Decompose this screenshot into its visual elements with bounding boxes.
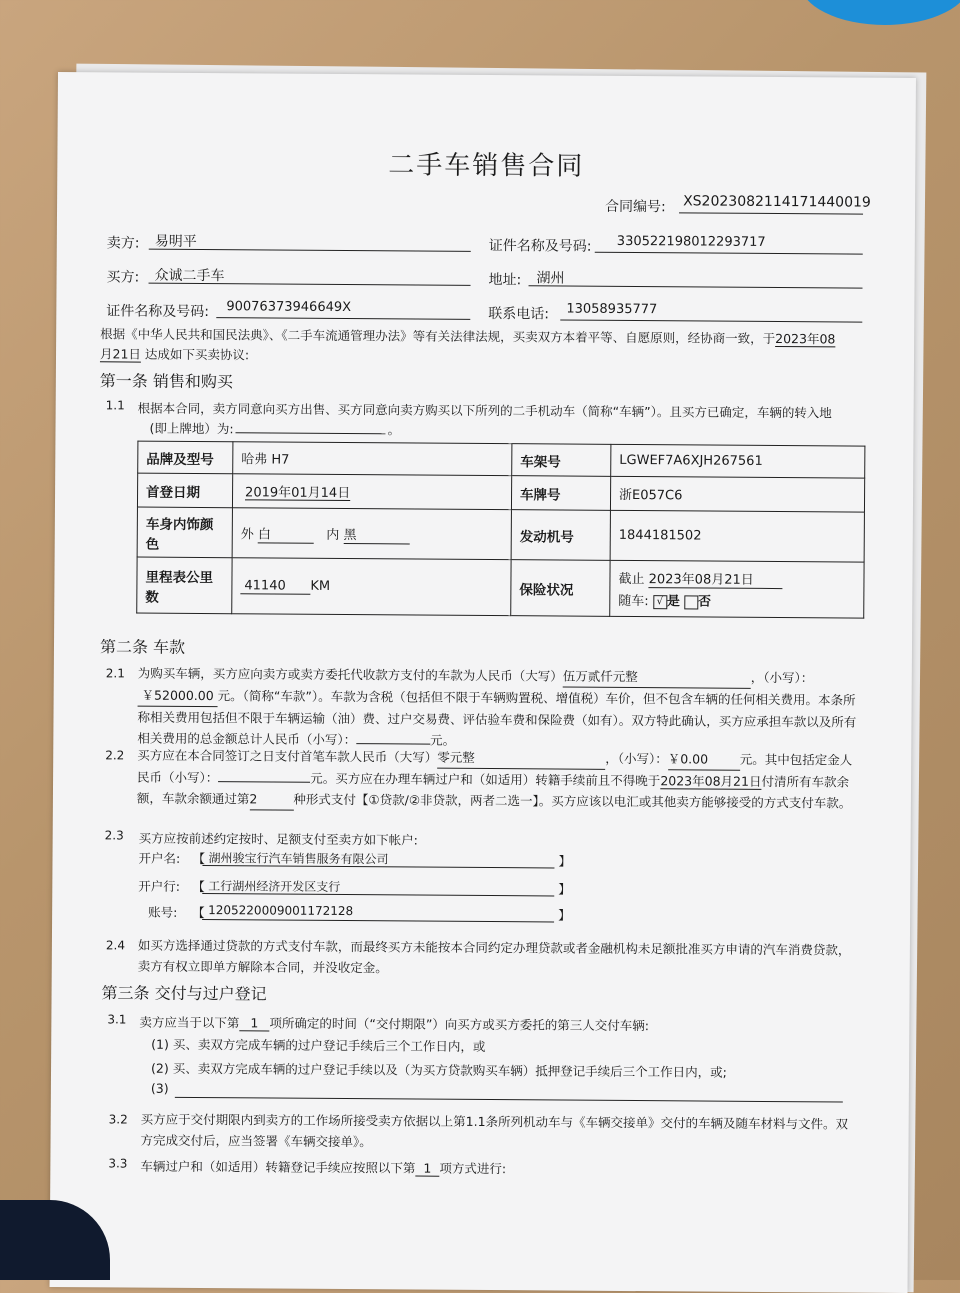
bank-label: 开户行: xyxy=(138,878,181,894)
clause-3-2-num: 3.2 xyxy=(108,1112,128,1127)
buyer-id-label: 证件名称及号码: xyxy=(106,303,210,321)
reg-date-label: 首登日期 xyxy=(137,473,232,508)
buyer-label: 买方: xyxy=(106,269,140,286)
vin-label: 车架号 xyxy=(512,444,611,477)
bracket-right: 】 xyxy=(558,881,571,897)
contract-page xyxy=(50,72,916,1293)
plate-label: 车牌号 xyxy=(511,476,610,511)
down-payment-upper: 零元整 xyxy=(437,747,605,770)
seller-id-line xyxy=(595,252,863,255)
bracket-left: 【 xyxy=(192,850,206,867)
brand-label: 品牌及型号 xyxy=(138,441,233,474)
article-1-title: 第一条 销售和购买 xyxy=(99,371,234,392)
clause-2-4-num: 2.4 xyxy=(105,938,126,953)
contract-no-value: XS2023082114171440019 xyxy=(683,193,871,211)
vin-value: LGWEF7A6XJH267561 xyxy=(611,444,865,478)
insurance-no-checkbox xyxy=(684,595,698,609)
int-color: 黑 xyxy=(343,524,409,544)
insurance-deadline: 2023年08月21日 xyxy=(649,568,783,589)
background-object xyxy=(800,0,960,25)
clause-3-1-item1: (1) 买、卖双方完成车辆的过户登记手续后三个工作日内，或 xyxy=(151,1036,486,1055)
clause-3-1-text: 卖方应当于以下第 1 项所确定的时间（“交付期限”）向买方或买方委托的第三人交付车辆: xyxy=(139,1014,650,1034)
intro-text: 根据《中华人民共和国民法典》、《二手车流通管理办法》等有关法律法规，买卖双方本着平等、自愿原则，经协商一致，于2023年08 xyxy=(100,326,836,347)
vehicle-info-table xyxy=(136,441,865,619)
reg-date-cell xyxy=(232,474,511,510)
clause-3-1-item3-line xyxy=(175,1097,843,1103)
clause-3-1-item2: (2) 买、卖双方完成车辆的过户登记手续以及（为买方贷款购买车辆）抵押登记手续后三个工作日内，或; xyxy=(150,1060,727,1080)
buyer-addr-label: 地址: xyxy=(488,272,522,289)
clause-2-1-text: 为购买车辆，买方应向卖方或卖方委托代收款方支付的车款为人民币（大写）伍万贰仟元整 ，（小写）：￥52000.00 元。（简称“车款”）。车款为含税（包括但不限于车辆购置税、增值税）车价，但不包含车辆的任何相关费用。本条所称相关费用包括但不限于车辆运输（油）费、过户交易费、评估验车费和保险费（如有）。双方特此确认，买方应承担车款以及所有相关费用的总金额总计人民币（小写）： 元。 xyxy=(137,665,857,748)
insurance-cell: 截止 2023年08月21日 随车: √ 是 否 xyxy=(610,560,864,618)
insurance-label: 保险状况 xyxy=(511,560,610,617)
account-name-label: 开户名: xyxy=(138,850,181,866)
down-payment-lower: ￥0.00 xyxy=(668,748,740,771)
seller-id: 330522198012293717 xyxy=(616,233,766,250)
bracket-right: 】 xyxy=(558,853,572,869)
seller-id-label: 证件名称及号码: xyxy=(488,238,592,255)
price-lower: ￥52000.00 xyxy=(138,685,218,708)
clause-2-1-num: 2.1 xyxy=(105,666,125,681)
balance-date: 2023年08月21日 xyxy=(660,773,762,789)
account-no: 1205220009001172128 xyxy=(208,903,354,919)
article-3-title: 第三条 交付与过户登记 xyxy=(101,983,267,1004)
buyer-tel-label: 联系电话: xyxy=(488,306,550,323)
bracket-left: 【 xyxy=(192,878,205,895)
bracket-right: 】 xyxy=(558,907,571,923)
clause-3-3-text: 车辆过户和（如适用）转籍登记手续应按照以下第 1 项方式进行: xyxy=(140,1158,507,1177)
article-2-title: 第二条 车款 xyxy=(99,637,186,657)
clause-3-1-num: 3.1 xyxy=(107,1012,127,1027)
seller-label: 卖方: xyxy=(106,235,140,252)
account-name: 湖州骏宝行汽车销售服务有限公司 xyxy=(208,851,389,867)
clause-3-1-item3: (3) xyxy=(150,1080,169,1096)
transfer-option: 1 xyxy=(415,1161,439,1177)
plate-value: 浙E057C6 xyxy=(610,476,864,512)
buyer-id: 90076373946649X xyxy=(226,299,352,316)
color-label: 车身内饰颜色 xyxy=(137,507,232,558)
clause-3-3-num: 3.3 xyxy=(108,1156,128,1171)
odometer-value: 41140 xyxy=(240,578,310,594)
clause-3-2-text: 买方应于交付期限内到卖方的工作场所接受卖方依据以上第1.1条所列机动车与《车辆交接单》交付的车辆及随车材料与文件。双方完成交付后，应当签署《车辆交接单》。 xyxy=(140,1111,849,1150)
buyer-id-line xyxy=(216,317,470,320)
delivery-option: 1 xyxy=(239,1015,269,1031)
reg-date-value: 2019年01月14日 xyxy=(245,485,351,502)
buyer-tel: 13058935777 xyxy=(566,301,658,318)
insurance-yes-checkbox: √ xyxy=(653,595,667,609)
brand-value: 哈弗 H7 xyxy=(233,442,512,476)
contract-no-line xyxy=(679,212,863,214)
bracket-left: 【 xyxy=(192,904,205,921)
odometer-label: 里程表公里数 xyxy=(137,557,232,614)
page-title: 二手车销售合同 xyxy=(388,150,585,182)
buyer-tel-line xyxy=(560,320,862,323)
bank-name: 工行湖州经济开发区支行 xyxy=(208,879,341,894)
price-upper: 伍万贰仟元整 xyxy=(563,666,751,689)
buyer-addr: 湖州 xyxy=(536,270,565,287)
clause-1-1-text: 根据本合同，卖方同意向买方出售、买方同意向卖方购买以下所列的二手机动车（简称“车辆”）。且买方已确定，车辆的转入地 xyxy=(137,400,832,421)
clause-2-3-text: 买方应按前述约定按时、足额支付至卖方如下帐户: xyxy=(138,830,418,848)
ext-color: 白 xyxy=(258,523,314,543)
clause-2-2-num: 2.2 xyxy=(105,748,125,763)
intro-tail: 月21日 达成如下买卖协议: xyxy=(99,346,250,363)
contract-no-label: 合同编号: xyxy=(605,198,666,216)
clause-1-1-text2: (即上牌地）为: 。 xyxy=(149,420,401,438)
engine-label: 发动机号 xyxy=(511,510,610,561)
engine-value: 1844181502 xyxy=(610,510,864,562)
clause-2-2-text: 买方应在本合同签订之日支付首笔车款人民币（大写）零元整 ，（小写）：￥0.00 元。其中包括定金人民币（小写）： 元。买方应在办理车辆过户和（如适用）转籍手续前且不得晚于2023年08月21日付清所有车款余额，车款余额通过第2 种形式支付【①贷款/②非贷款，两者二选一】。买方应该以电汇或其他卖方能够接受的方式支付车款。 xyxy=(136,747,853,811)
clause-2-4-text: 如买方选择通过贷款的方式支付车款，而最终买方未能按本合同约定办理贷款或者金融机构未足额批准买方申请的汽车消费贷款，卖方有权立即单方解除本合同，并没收定金。 xyxy=(137,937,851,976)
buyer-addr-line xyxy=(529,285,863,288)
seller-name: 易明平 xyxy=(154,233,197,250)
clause-1-1-num: 1.1 xyxy=(105,398,125,413)
odometer-cell: 41140 KM xyxy=(232,558,511,616)
buyer-name: 众诚二手车 xyxy=(154,267,225,285)
clause-2-3-num: 2.3 xyxy=(104,828,124,843)
seller-line xyxy=(149,249,471,252)
color-cell: 外 白 内 黑 xyxy=(232,508,511,560)
account-no-label: 账号: xyxy=(148,904,178,920)
payment-method: 2 xyxy=(249,788,293,810)
account-no-line xyxy=(202,919,554,922)
